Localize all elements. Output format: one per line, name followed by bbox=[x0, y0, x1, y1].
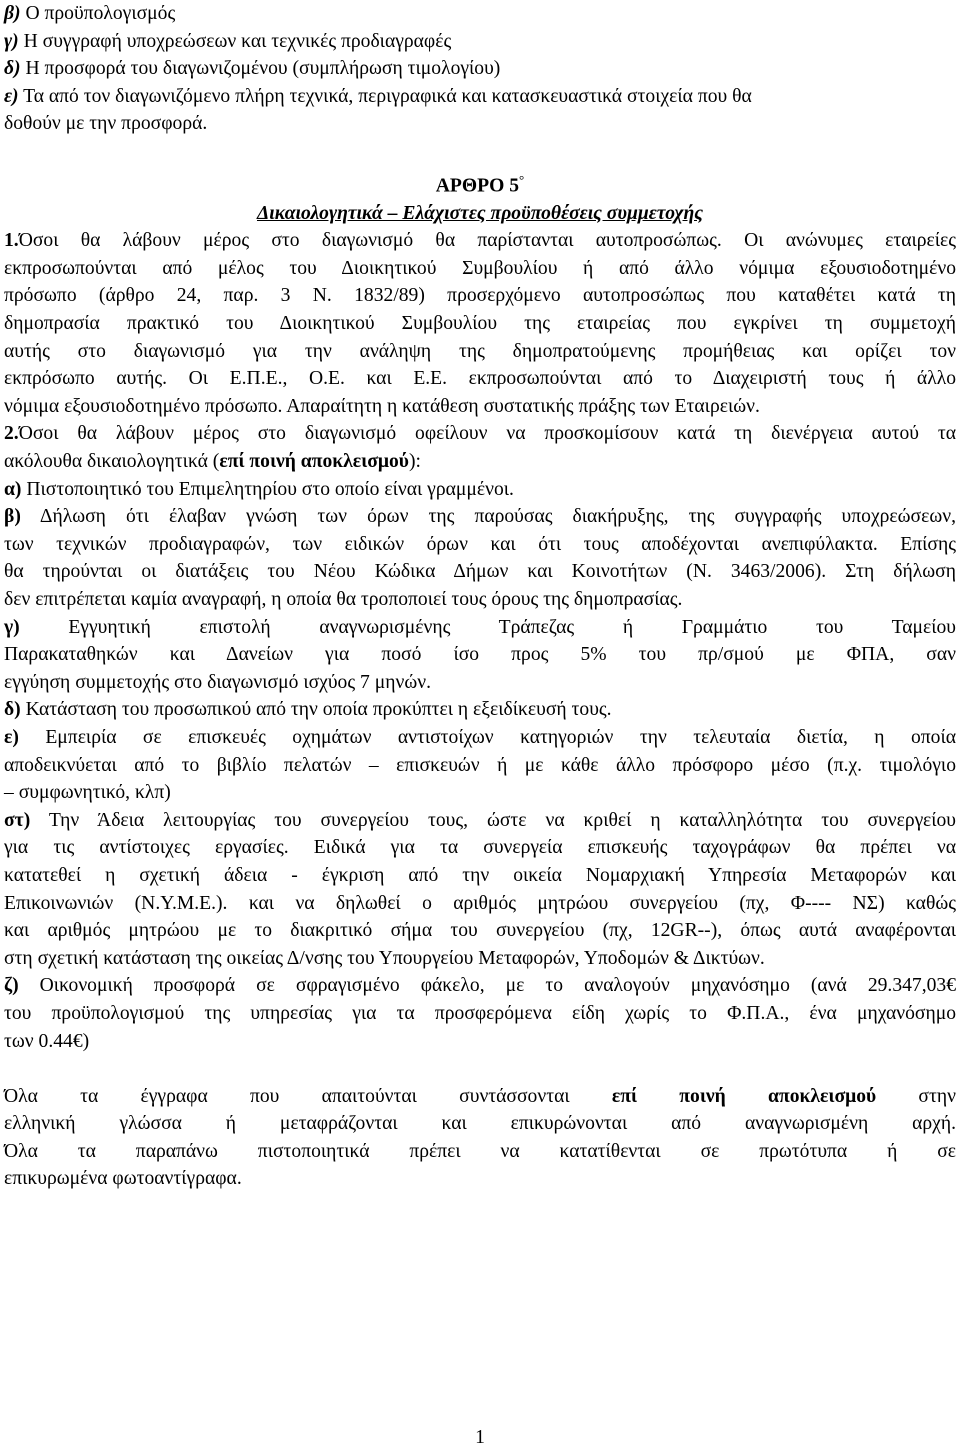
paragraph-1-line: δημοπρασία πρακτικό του Διοικητικού Συμβουλίου της εταιρείας που εγκρίνει τη συμμετοχή bbox=[4, 313, 956, 335]
paragraph-1-line: 1.Όσοι θα λάβουν μέρος στο διαγωνισμό θα παρίστανται αυτοπροσώπως. Οι ανώνυμες εταιρείες bbox=[4, 230, 956, 252]
requirement-item: ζ) Οικονομική προσφορά σε σφραγισμένο φάκελο, με το αναλογούν μηχανόσημο (ανά 29.347,03€ bbox=[4, 975, 956, 997]
paragraph-1-line: νόμιμα εξουσιοδοτημένο πρόσωπο. Απαραίτητη η κατάθεση συστατικής πράξης των Εταιρειών. bbox=[4, 395, 760, 417]
requirement-item: α) Πιστοποιητικό του Επιμελητηρίου στο οποίο είναι γραμμένοι. bbox=[4, 478, 514, 500]
list-item: ε) Τα από τον διαγωνιζόμενο πλήρη τεχνικά, περιγραφικά και κατασκευαστικά στοιχεία που θα bbox=[4, 85, 752, 107]
requirement-item: β) Δήλωση ότι έλαβαν γνώση των όρων της παρούσας διακήρυξης, της συγγραφής υποχρεώσεων, bbox=[4, 506, 956, 528]
page-number: 1 bbox=[475, 1427, 485, 1448]
closing-line: ελληνική γλώσσα ή μεταφράζονται και επικυρώνονται από αναγνωρισμένη αρχή. bbox=[4, 1113, 956, 1135]
requirement-item-line: για τις αντίστοιχες εργασίες. Ειδικά για τα συνεργεία επισκευής ταχογράφων θα πρέπει να bbox=[4, 837, 956, 859]
paragraph-2-line: ακόλουθα δικαιολογητικά (επί ποινή αποκλεισμού): bbox=[4, 451, 421, 473]
requirement-item-line: εγγύηση συμμετοχής στο διαγωνισμό ισχύος 7 μηνών. bbox=[4, 671, 431, 693]
requirement-item-line: των 0.44€) bbox=[4, 1030, 90, 1052]
requirement-item-line: Παρακαταθηκών και Δανείων για ποσό ίσο προς 5% του πρ/σμού με ΦΠΑ, σαν bbox=[4, 644, 956, 666]
paragraph-1-line: πρόσωπο (άρθρο 24, παρ. 3 Ν. 1832/89) προσερχόμενο αυτοπροσώπως που καταθέτει κατά τη bbox=[4, 285, 956, 307]
closing-line: επικυρωμένα φωτοαντίγραφα. bbox=[4, 1168, 242, 1190]
paragraph-1-line: εκπρόσωπο αυτής. Οι Ε.Π.Ε., Ο.Ε. και Ε.Ε. εκπροσωπούνται από το Διαχειριστή τους ή άλλο bbox=[4, 368, 956, 390]
article-number: ΑΡΘΡΟ 5° bbox=[435, 171, 525, 197]
requirement-item-line: θα τηρούνται οι διατάξεις του Νέου Κώδικα Δήμων και Κοινοτήτων (Ν. 3463/2006). Στη δήλωση bbox=[4, 561, 956, 583]
spacer bbox=[4, 1055, 956, 1083]
paragraph-1-line: αυτής στο διαγωνισμό για την ανάληψη της δημοπρατούμενης προμήθειας και ορίζει τον bbox=[4, 340, 956, 362]
spacer bbox=[4, 138, 956, 166]
requirement-item-line: των τεχνικών προδιαγραφών, των ειδικών όρων και ότι τους αποδέχονται ανεπιφύλακτα. Επίσης bbox=[4, 533, 956, 555]
closing-line: Όλα τα έγγραφα που απαιτούνται συντάσσονται επί ποινή αποκλεισμού στην bbox=[4, 1085, 956, 1107]
requirement-item: ε) Εμπειρία σε επισκευές οχημάτων αντιστοίχων κατηγοριών την τελευταία διετία, η οποία bbox=[4, 726, 956, 748]
requirement-item: δ) Κατάσταση του προσωπικού από την οποία προκύπτει η εξειδίκευσή τους. bbox=[4, 699, 612, 721]
requirement-item-line: κατατεθεί η σχετική άδεια - έγκριση από την οικεία Νομαρχιακή Υπηρεσία Μεταφορών και bbox=[4, 864, 956, 886]
requirement-item-line: αποδεικνύεται από το βιβλίο πελατών – επισκευών ή με κάθε άλλο πρόσφορο μέσο (π.χ. τιμολόγιο bbox=[4, 754, 956, 776]
list-item: β) Ο προϋπολογισμός bbox=[4, 3, 176, 24]
requirement-item-line: και αριθμός μητρώου με το διακριτικό σήμα του συνεργείου (πχ, 12GR--), όπως αυτά αναφέρονται bbox=[4, 920, 956, 942]
requirement-item-line: του προϋπολογισμού της υπηρεσίας για τα προσφερόμενα είδη χωρίς το Φ.Π.Α., ένα μηχανόσημο bbox=[4, 1002, 956, 1024]
list-item: γ) Η συγγραφή υποχρεώσεων και τεχνικές προδιαγραφές bbox=[4, 30, 452, 52]
paragraph-2-line: 2.Όσοι θα λάβουν μέρος στο διαγωνισμό οφείλουν να προσκομίσουν κατά τη διενέργεια αυτού τα bbox=[4, 423, 956, 445]
list-item: δ) Η προσφορά του διαγωνιζομένου (συμπλήρωση τιμολογίου) bbox=[4, 58, 501, 80]
document-page bbox=[4, 0, 956, 1193]
requirement-item-line: – συμφωνητικό, κλπ) bbox=[4, 782, 171, 804]
paragraph-1-line: εκπροσωπούνται από μέλος του Διοικητικού Συμβουλίου ή από άλλο νόμιμα εξουσιοδοτημένο bbox=[4, 257, 956, 279]
list-item-continuation: δοθούν με την προσφορά. bbox=[4, 113, 208, 135]
requirement-item-line: στη σχετική κατάσταση της οικείας Δ/νσης του Υπουργείου Μεταφορών, Υποδομών & Δικτύων. bbox=[4, 947, 765, 969]
requirement-item: γ) Εγγυητική επιστολή αναγνωρισμένης Τράπεζας ή Γραμμάτιο του Ταμείου bbox=[4, 616, 956, 638]
requirement-item-line: Επικοινωνιών (Ν.Υ.Μ.Ε.). και να δηλωθεί ο αριθμός μητρώου συνεργείου (πχ, Φ---- ΝΣ) καθώς bbox=[4, 892, 956, 914]
requirement-item: στ) Την Άδεια λειτουργίας του συνεργείου τους, ώστε να κριθεί η καταλληλότητα του συνεργείου bbox=[4, 809, 956, 831]
closing-line: Όλα τα παραπάνω πιστοποιητικά πρέπει να κατατίθενται σε πρωτότυπα ή σε bbox=[4, 1140, 956, 1162]
requirement-item-line: δεν επιτρέπεται καμία αναγραφή, η οποία θα τροποποιεί τους όρους της δημοπρασίας. bbox=[4, 589, 683, 610]
article-title: Δικαιολογητικά – Ελάχιστες προϋποθέσεις συμμετοχής bbox=[256, 202, 703, 224]
